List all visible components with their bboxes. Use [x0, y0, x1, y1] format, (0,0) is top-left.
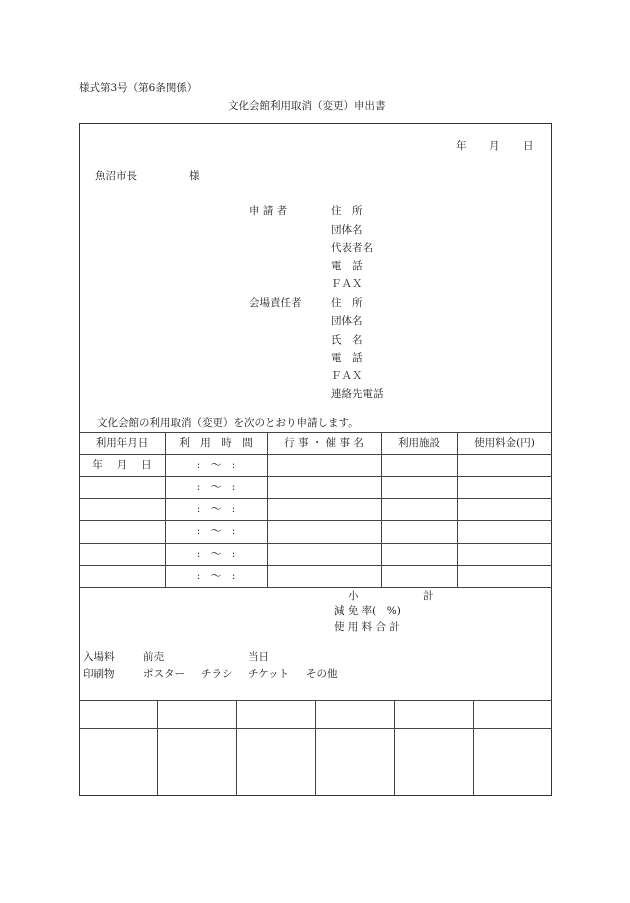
printed-item-ticket: チケット [248, 668, 290, 680]
printed-item-poster: ポスター [143, 668, 185, 680]
table-bottom-rule [79, 587, 552, 588]
row-time-placeholder: : 〜 : [196, 459, 236, 471]
admission-door: 当日 [248, 651, 269, 663]
applicant-phone-label: 電 話 [331, 260, 363, 272]
row-date-placeholder: 年 月 日 [92, 459, 152, 471]
printed-item-other: その他 [306, 668, 338, 680]
header-facility: 利用施設 [398, 437, 440, 449]
applicant-address-label: 住 所 [331, 205, 363, 217]
table-row-rule [79, 565, 552, 566]
admission-label: 入場料 [83, 651, 115, 663]
header-usage-time: 利 用 時 間 [179, 437, 253, 449]
row-time-placeholder: : 〜 : [196, 525, 236, 537]
row-time-placeholder: : 〜 : [196, 570, 236, 582]
form-number: 様式第3号（第6条関係） [79, 82, 198, 94]
table-column-rule [267, 432, 268, 587]
page-title: 文化会館利用取消（変更）申出書 [228, 100, 386, 112]
table-row-rule [79, 476, 552, 477]
subtotal-label-right: 計 [423, 590, 434, 602]
addressee-honorific: 様 [189, 170, 200, 182]
table-row-rule [79, 520, 552, 521]
venue-manager-label: 会場責任者 [249, 297, 302, 309]
row-time-placeholder: : 〜 : [196, 548, 236, 560]
date-day-label: 日 [523, 140, 534, 152]
applicant-label: 申 請 者 [249, 205, 288, 217]
total-fee-label: 使 用 料 合 計 [334, 621, 400, 633]
bottom-grid-column-rule [157, 700, 158, 796]
table-row-rule [79, 543, 552, 544]
discount-rate-label: 減 免 率( %) [334, 605, 401, 617]
date-month-label: 月 [489, 140, 500, 152]
date-year-label: 年 [456, 140, 467, 152]
header-event-name: 行 事 ・ 催 事 名 [284, 437, 364, 449]
manager-name-label: 氏 名 [331, 334, 363, 346]
bottom-grid-column-rule [394, 700, 395, 796]
application-statement: 文化会館の利用取消（変更）を次のとおり申請します。 [97, 417, 359, 429]
addressee-name: 魚沼市長 [95, 170, 137, 182]
manager-address-label: 住 所 [331, 297, 363, 309]
row-time-placeholder: : 〜 : [196, 481, 236, 493]
manager-fax-label: ＦＡＸ [331, 370, 363, 382]
table-row-rule [79, 498, 552, 499]
bottom-grid-column-rule [236, 700, 237, 796]
applicant-fax-label: ＦＡＸ [331, 278, 363, 290]
bottom-grid-column-rule [473, 700, 474, 796]
printed-materials-label: 印刷物 [83, 668, 115, 680]
table-column-rule [457, 432, 458, 587]
manager-phone-label: 電 話 [331, 352, 363, 364]
table-header-rule [79, 454, 552, 455]
manager-contact-phone-label: 連絡先電話 [331, 388, 384, 400]
row-time-placeholder: : 〜 : [196, 503, 236, 515]
table-column-rule [381, 432, 382, 587]
admission-presale: 前売 [143, 651, 164, 663]
bottom-grid-column-rule [315, 700, 316, 796]
applicant-representative-label: 代表者名 [331, 242, 373, 254]
manager-group-label: 団体名 [331, 315, 363, 327]
table-top-rule [79, 432, 552, 433]
header-fee: 使用料金(円) [474, 437, 535, 449]
applicant-group-label: 団体名 [331, 224, 363, 236]
header-usage-date: 利用年月日 [95, 437, 149, 449]
subtotal-label-left: 小 [348, 590, 359, 602]
printed-item-flyer: チラシ [201, 668, 233, 680]
